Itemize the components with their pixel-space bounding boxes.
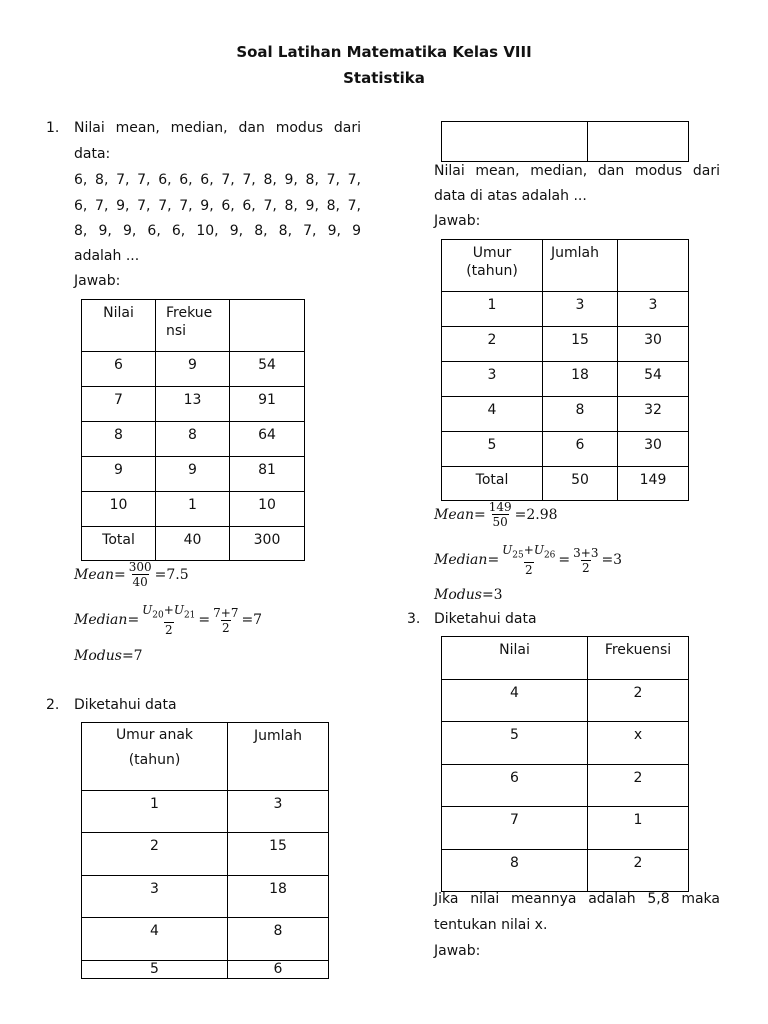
fraction-numerator: 300 [128, 560, 152, 574]
fraction-numerator [141, 603, 196, 622]
fraction-denominator: 40 [132, 575, 148, 589]
question-2-number: 2. [46, 697, 60, 713]
table-row [82, 457, 305, 492]
table-cell: 300 [230, 527, 305, 561]
q1-mean-formula [74, 560, 189, 589]
u-symbol: U [502, 543, 513, 557]
table-cell: 4 [82, 918, 228, 961]
q2-median-formula [434, 543, 622, 577]
equals-sign: = [198, 612, 211, 629]
table-row [82, 833, 329, 876]
table-cell: 32 [618, 397, 689, 432]
table-cell: 5 [442, 722, 588, 765]
table-cell: 18 [543, 362, 618, 397]
table-cell: 1 [442, 292, 543, 327]
table-cell: 2 [588, 680, 689, 722]
table-row-total [442, 467, 689, 501]
table-cell: 3 [618, 292, 689, 327]
median-label: Median [74, 612, 128, 629]
table-cell: 15 [228, 833, 329, 876]
u-subscript: 21 [183, 610, 196, 621]
u-subscript: 25 [512, 550, 524, 561]
table-row [82, 352, 305, 387]
table-cell: 8 [228, 918, 329, 961]
table-header-cell [618, 240, 689, 292]
table-row [442, 432, 689, 467]
fraction-denominator: 2 [164, 623, 173, 638]
table-cell: 3 [82, 876, 228, 918]
equals-sign: = [487, 552, 500, 569]
table-row [442, 850, 689, 892]
equals-sign: = [558, 552, 571, 569]
table-cell: 149 [618, 467, 689, 501]
table-cell: 4 [442, 397, 543, 432]
u-symbol: U [533, 543, 544, 557]
question-3-number: 3. [407, 611, 421, 627]
q2-data-table-continued [441, 121, 689, 162]
table-cell: 5 [82, 961, 228, 979]
fraction-numerator: 149 [488, 500, 512, 514]
table-cell: 8 [442, 850, 588, 892]
table-row [442, 807, 689, 850]
q2-mean-formula [434, 500, 558, 529]
table-cell: 40 [156, 527, 230, 561]
table-cell: 1 [82, 791, 228, 833]
table-cell: 9 [156, 352, 230, 387]
table-cell: 8 [543, 397, 618, 432]
question-3-intro: Diketahui data [434, 611, 537, 627]
table-cell: 15 [543, 327, 618, 362]
table-cell: Total [442, 467, 543, 501]
equals-sign: = [473, 506, 486, 523]
table-cell: 54 [230, 352, 305, 387]
equals-sign: = [113, 566, 126, 583]
u-symbol: U [173, 603, 184, 617]
table-cell: 3 [228, 791, 329, 833]
question-3-text-line: tentukan nilai x. [434, 917, 548, 933]
table-cell: 9 [156, 457, 230, 492]
question-1-text-line: data: [74, 146, 111, 162]
table-header-cell: Frekuensi [588, 637, 689, 680]
table-cell: 6 [543, 432, 618, 467]
answer-label: Jawab: [74, 273, 121, 289]
table-cell: 2 [82, 833, 228, 876]
mean-result: =2.98 [514, 506, 558, 523]
fraction [488, 500, 513, 529]
q1-frequency-table [81, 299, 305, 561]
table-cell: 1 [156, 492, 230, 527]
table-cell: 8 [156, 422, 230, 457]
table-cell: 10 [230, 492, 305, 527]
table-cell: 3 [442, 362, 543, 397]
mean-result: =7.5 [154, 566, 189, 583]
answer-label: Jawab: [434, 943, 481, 959]
fraction-numerator: 7+7 [213, 605, 239, 620]
table-cell: 2 [588, 850, 689, 892]
question-1-data-line: 6, 8, 7, 7, 6, 6, 6, 7, 7, 8, 9, 8, 7, 7, [74, 172, 361, 188]
table-header-cell: Nilai [82, 300, 156, 352]
table-cell [442, 122, 588, 162]
fraction-denominator: 2 [221, 620, 230, 635]
equals-sign: = [127, 612, 140, 629]
table-row [442, 122, 689, 162]
q2-answer-table [441, 239, 689, 501]
page-title: Soal Latihan Matematika Kelas VIII [236, 43, 532, 61]
table-cell: 3 [543, 292, 618, 327]
question-1-data-line: 6, 7, 9, 7, 7, 7, 9, 6, 6, 7, 8, 9, 8, 7, [74, 198, 361, 214]
fraction-numerator: 3+3 [573, 545, 599, 560]
table-row [442, 397, 689, 432]
header-line: (tahun) [128, 752, 181, 768]
table-cell: 91 [230, 387, 305, 422]
table-header-cell [230, 300, 305, 352]
median-label: Median [434, 552, 488, 569]
table-row [82, 791, 329, 833]
table-row [82, 961, 329, 979]
plus-sign: + [523, 543, 534, 557]
table-cell: 13 [156, 387, 230, 422]
modus-label: Modus [434, 587, 482, 603]
table-cell: 30 [618, 327, 689, 362]
page-subtitle: Statistika [343, 69, 425, 87]
modus-result: =3 [481, 587, 503, 603]
fraction-denominator: 50 [492, 515, 508, 529]
table-row [82, 918, 329, 961]
header-line: Umur anak [115, 727, 194, 743]
table-row [442, 327, 689, 362]
table-row [442, 722, 689, 765]
table-cell: 6 [82, 352, 156, 387]
q3-data-table [441, 636, 689, 892]
table-row [82, 387, 305, 422]
modus-label: Modus [74, 648, 122, 664]
table-cell: 2 [588, 765, 689, 807]
question-1-number: 1. [46, 120, 60, 136]
fraction [128, 560, 153, 589]
question-2-text-line: data di atas adalah ... [434, 188, 587, 204]
u-subscript: 20 [152, 610, 164, 621]
question-2-text-line: Nilai mean, median, dan modus dari [434, 163, 720, 179]
median-result: =3 [601, 552, 623, 569]
table-cell: 1 [588, 807, 689, 850]
table-cell: 6 [442, 765, 588, 807]
table-cell: 30 [618, 432, 689, 467]
fraction [501, 543, 556, 577]
fraction [212, 606, 239, 635]
table-row [442, 362, 689, 397]
fraction [141, 603, 196, 637]
table-header-cell: Frekue nsi [156, 300, 230, 352]
table-row [82, 422, 305, 457]
table-cell: 8 [82, 422, 156, 457]
question-1-text-line: Nilai mean, median, dan modus dari [74, 120, 361, 136]
plus-sign: + [163, 603, 174, 617]
table-cell: 81 [230, 457, 305, 492]
table-header-cell [82, 723, 228, 791]
table-cell [588, 122, 689, 162]
table-cell: 54 [618, 362, 689, 397]
table-cell: 18 [228, 876, 329, 918]
question-1-data-line: 8, 9, 9, 6, 6, 10, 9, 8, 8, 7, 9, 9 [74, 223, 361, 239]
table-row [82, 492, 305, 527]
table-header-cell: Umur (tahun) [442, 240, 543, 292]
table-cell: 9 [82, 457, 156, 492]
u-subscript: 26 [543, 550, 556, 561]
u-symbol: U [142, 603, 153, 617]
table-cell: x [588, 722, 689, 765]
table-row [442, 765, 689, 807]
fraction-numerator [501, 543, 556, 562]
q2-data-table [81, 722, 329, 979]
table-cell: 6 [228, 961, 329, 979]
table-row [442, 292, 689, 327]
fraction-denominator: 2 [524, 563, 533, 578]
table-cell: 7 [82, 387, 156, 422]
q1-median-formula [74, 603, 262, 637]
table-header-cell: Jumlah [228, 723, 329, 791]
q1-modus-formula [74, 648, 143, 664]
question-2-intro: Diketahui data [74, 697, 177, 713]
question-1-text-line: adalah ... [74, 248, 140, 264]
q2-modus-formula [434, 587, 503, 603]
mean-label: Mean [74, 566, 114, 583]
table-cell: 64 [230, 422, 305, 457]
table-cell: 4 [442, 680, 588, 722]
answer-label: Jawab: [434, 213, 481, 229]
table-cell: 50 [543, 467, 618, 501]
table-cell: 7 [442, 807, 588, 850]
table-header-cell: Nilai [442, 637, 588, 680]
table-cell: Total [82, 527, 156, 561]
table-row [442, 680, 689, 722]
modus-result: =7 [121, 648, 143, 664]
table-header-cell: Jumlah [543, 240, 618, 292]
median-result: =7 [241, 612, 263, 629]
table-cell: 2 [442, 327, 543, 362]
fraction-denominator: 2 [581, 560, 590, 575]
question-3-text-line: Jika nilai meannya adalah 5,8 maka [434, 891, 720, 907]
table-cell: 10 [82, 492, 156, 527]
table-row-total [82, 527, 305, 561]
table-row [82, 876, 329, 918]
fraction [572, 546, 599, 575]
table-cell: 5 [442, 432, 543, 467]
mean-label: Mean [434, 506, 474, 523]
